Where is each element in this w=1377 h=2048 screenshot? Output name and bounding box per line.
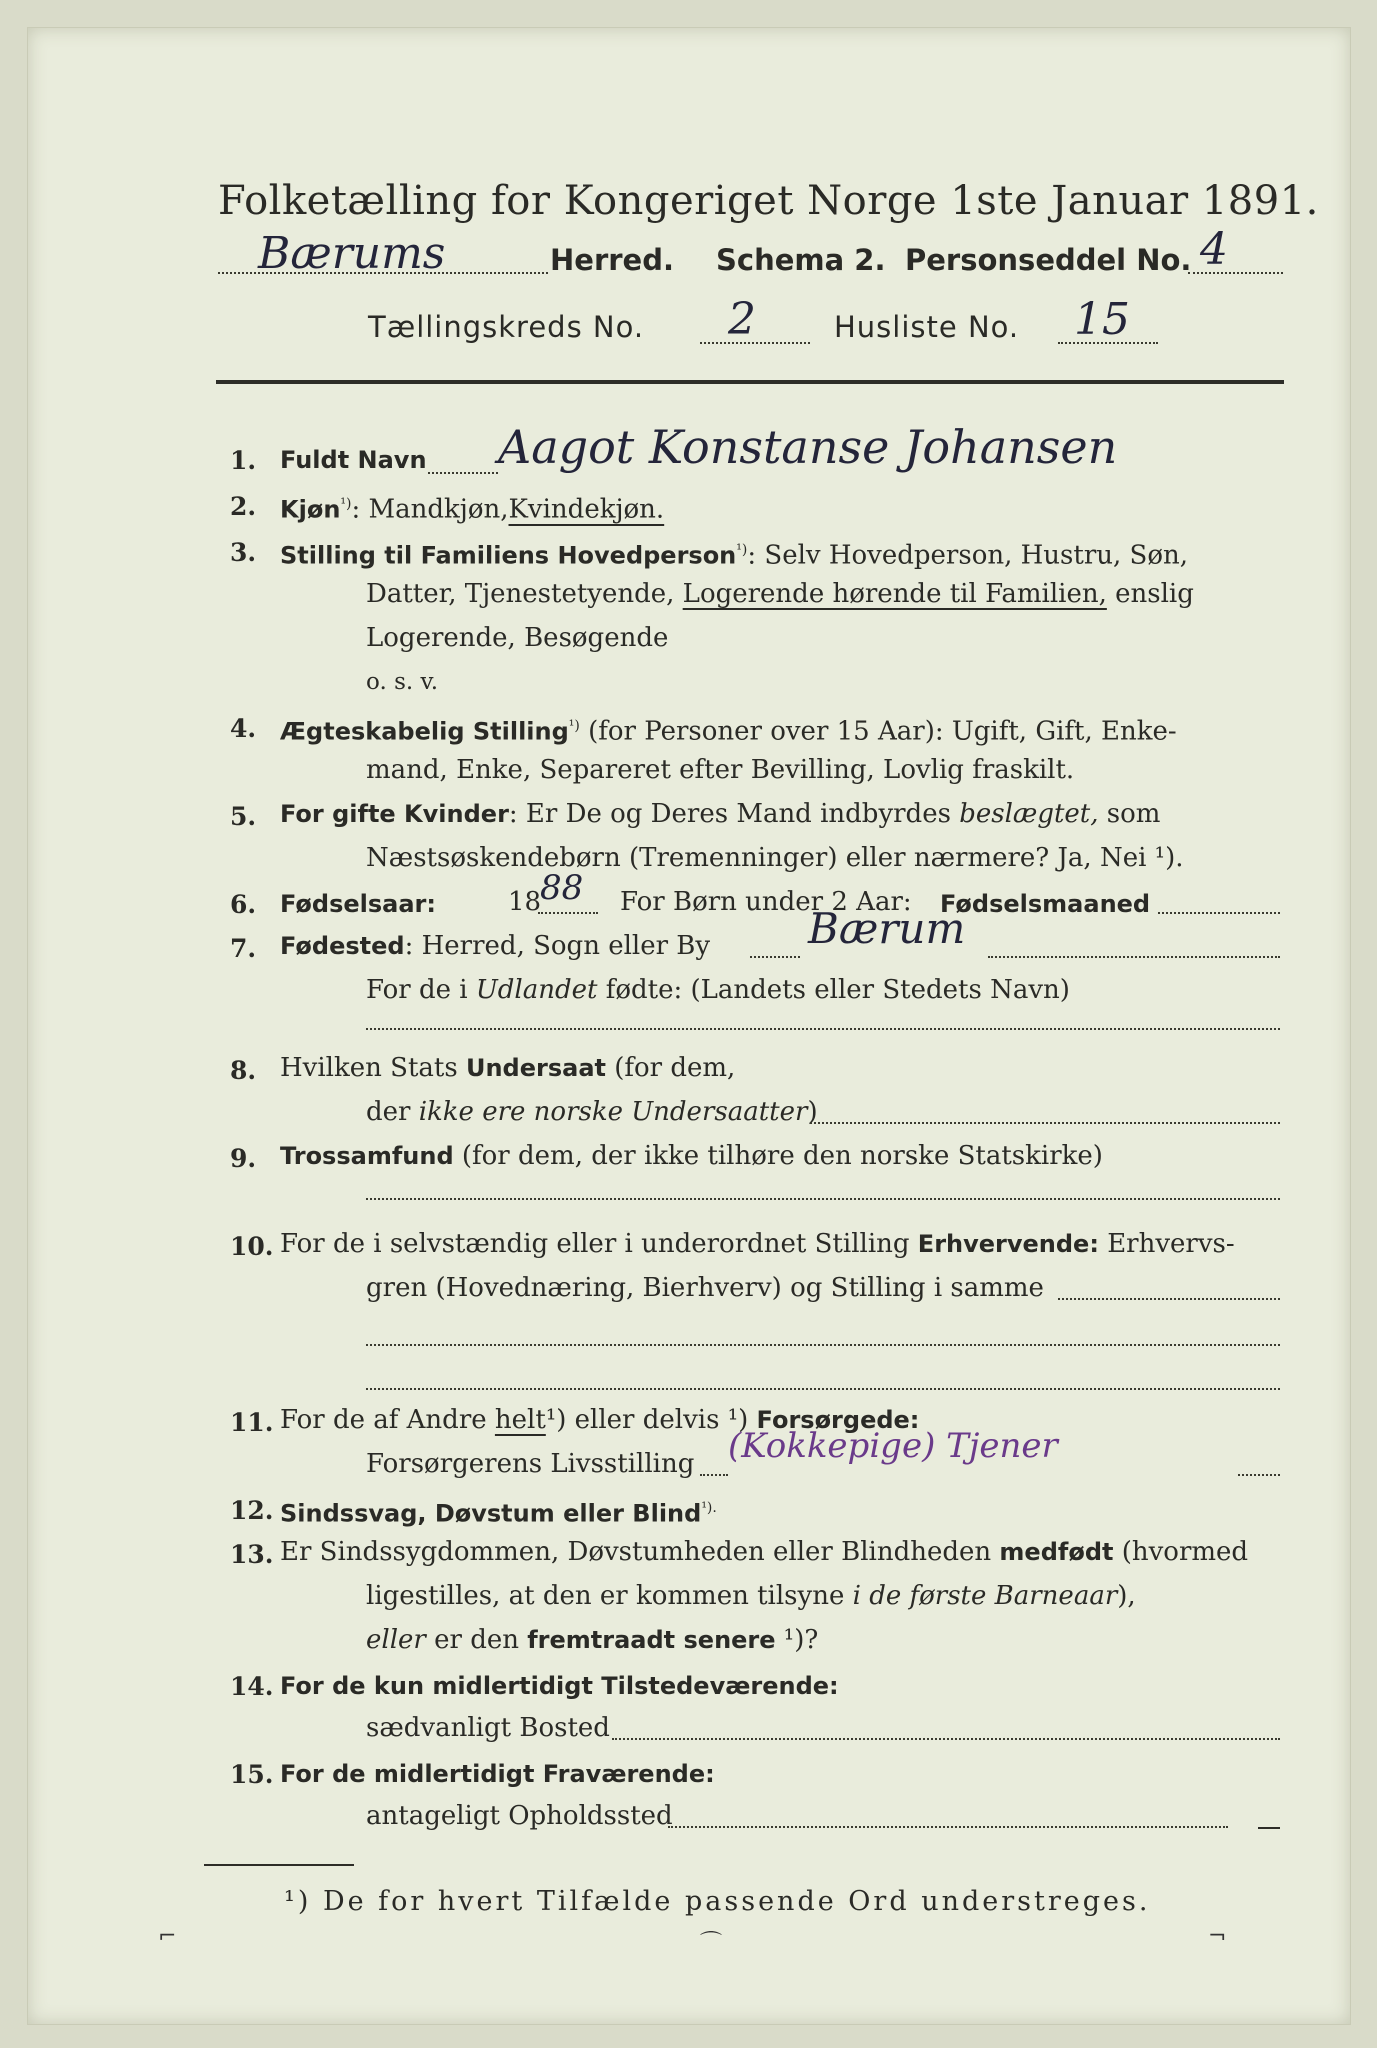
form-title: Folketælling for Kongeriget Norge 1ste Januar 1891. [218, 178, 1319, 224]
q8-ikke-ere: ikke ere norske Undersaatter [418, 1097, 808, 1127]
personseddel-label: Personseddel No. [905, 243, 1192, 277]
q8-line2 [366, 1090, 818, 1134]
q7-dots-a [750, 956, 800, 958]
herred-label: Herred. [550, 243, 674, 277]
q6-label2: Fødselsmaaned [940, 890, 1151, 918]
herred-value: Bærums [258, 228, 446, 279]
q1-value: Aagot Konstanse Johansen [498, 420, 1118, 474]
q13-line2 [366, 1574, 1136, 1618]
q8-text2a: der [366, 1097, 411, 1127]
q11-dots-a [700, 1474, 728, 1476]
q11-label: Forsørgede: [756, 1406, 920, 1434]
q6-dots [1158, 912, 1280, 914]
q2-kvindekjon: Kvindekjøn. [508, 494, 665, 525]
q3-line3: Logerende, Besøgende [366, 623, 669, 653]
q15-end-dash [1258, 1827, 1280, 1829]
kreds-label: Tællingskreds No. [368, 310, 645, 344]
q12-number: 12. [230, 1496, 274, 1525]
q13-text3c: ¹)? [775, 1625, 819, 1655]
footnote: ¹) De for hvert Tilfælde passende Ord understreges. [284, 1886, 1151, 1917]
q7-value: Bærum [808, 904, 966, 953]
q13-number: 13. [230, 1540, 274, 1569]
husliste-label: Husliste No. [834, 310, 1020, 344]
q12-line1 [280, 1486, 717, 1536]
q7-text2a: For de i [366, 975, 468, 1005]
q6-year-dots [538, 912, 598, 914]
herred-dots [218, 272, 548, 274]
q13-barneaar: i de første Barneaar [852, 1581, 1118, 1611]
q4-label: Ægteskabelig Stilling [280, 717, 569, 746]
q13-label: medfødt [999, 1538, 1114, 1566]
q9-number: 9. [230, 1144, 257, 1173]
q13-text2c: ), [1117, 1581, 1136, 1611]
q11-dots-b [1238, 1474, 1280, 1476]
q8-label1: Hvilken Stats [280, 1053, 458, 1083]
kreds-dots [700, 342, 810, 344]
q10-dots-b [366, 1344, 1280, 1346]
q5-beslaegtet: beslægtet, [959, 799, 1099, 829]
q12-sup: ¹). [701, 1500, 717, 1516]
q14-dots [612, 1738, 1280, 1740]
q13-text1b: (hvormed [1113, 1537, 1249, 1567]
q10-text1b: Erhvervs- [1107, 1229, 1235, 1259]
q13-line1 [280, 1530, 1248, 1574]
q12-label: Sindssvag, Døvstum eller Blind [280, 1499, 702, 1528]
q1-dots [428, 472, 498, 474]
q2-text [280, 482, 664, 532]
q14-number: 14. [230, 1672, 274, 1701]
q5-label: For gifte Kvinder [280, 800, 509, 828]
q9-label: Trossamfund [280, 1142, 454, 1170]
q7-label: Fødested [280, 932, 405, 960]
q5-line2: Næstsøskendebørn (Tremenninger) eller nærmere? Ja, Nei ¹). [366, 843, 1184, 873]
header-rule [216, 380, 1284, 384]
q15-text: antageligt Opholdssted [366, 1801, 673, 1831]
q15-number: 15. [230, 1760, 274, 1789]
q7-text1: : Herred, Sogn eller By [404, 931, 711, 961]
q8-line1 [280, 1046, 735, 1090]
q3-text1: : Selv Hovedperson, Hustru, Søn, [747, 540, 1189, 571]
q10-text1a: For de i selvstændig eller i underordnet Stilling [280, 1229, 910, 1259]
q10-dots-c [366, 1388, 1280, 1390]
q1-number: 1. [230, 446, 257, 475]
q9-line1 [280, 1134, 1103, 1178]
q7-number: 7. [230, 934, 257, 963]
q2-sup: ¹) [340, 496, 352, 512]
q5-text1c: som [1106, 799, 1161, 829]
q8-label2: Undersaat [465, 1054, 606, 1082]
q7-text2c: fødte: (Landets eller Stedets Navn) [605, 975, 1070, 1005]
q2-number: 2. [230, 492, 257, 521]
q6-year-value: 88 [540, 868, 584, 908]
q10-dots-a [1058, 1298, 1280, 1300]
stray-mark-left: ⌐ [158, 1924, 177, 1949]
q9-dots [366, 1198, 1280, 1200]
q3-label: Stilling til Familiens Hovedperson [280, 541, 737, 570]
personseddel-dots [1188, 272, 1283, 274]
q11-text1a: For de af Andre [280, 1405, 487, 1435]
q6-text: For Børn under 2 Aar: [620, 887, 912, 917]
q13-text1a: Er Sindssygdommen, Døvstumheden eller Blindheden [280, 1537, 992, 1567]
q4-line2: mand, Enke, Separeret efter Bevilling, Lovlig fraskilt. [366, 755, 1075, 785]
q13-text2a: ligestilles, at den er kommen tilsyne [366, 1581, 845, 1611]
q3-line2 [366, 572, 1194, 616]
q1-label: Fuldt Navn [280, 446, 427, 474]
q10-line1 [280, 1222, 1235, 1266]
q11-number: 11. [230, 1408, 274, 1437]
q7-line2 [366, 968, 1070, 1012]
q13-text3b: er den [425, 1625, 519, 1655]
q14-label: For de kun midlertidigt Tilstedeværende: [280, 1672, 839, 1700]
q6-label: Fødselsaar: [280, 890, 436, 918]
q3-text2c: enslig [1115, 579, 1194, 609]
q3-text2a: Datter, Tjenestetyende, [366, 579, 675, 609]
stray-mark-right: ¬ [1208, 1924, 1227, 1949]
q3-line1 [280, 528, 1188, 578]
q11-value: (Kokkepige) Tjener [728, 1426, 1058, 1466]
q15-label: For de midlertidigt Fraværende: [280, 1760, 715, 1788]
personseddel-value: 4 [1200, 224, 1228, 275]
q11-text1c: ¹) eller delvis ¹) [545, 1405, 749, 1435]
husliste-value: 15 [1074, 294, 1130, 345]
q13-line3 [366, 1618, 818, 1662]
q8-text1: (for dem, [605, 1053, 736, 1083]
husliste-dots [1058, 342, 1158, 344]
q8-dots [810, 1122, 1280, 1124]
q15-dots [668, 1826, 1228, 1828]
q11-line2: Forsørgerens Livsstilling [366, 1449, 695, 1479]
q4-number: 4. [230, 714, 257, 743]
q8-number: 8. [230, 1056, 257, 1085]
q10-line2: gren (Hovednæring, Bierhverv) og Stilling i samme [366, 1273, 1044, 1303]
q5-line1 [280, 792, 1160, 836]
q4-text1: (for Personer over 15 Aar): Ugift, Gift, Enke- [579, 716, 1177, 747]
q13-label2: fremtraadt senere [527, 1626, 776, 1654]
q7-dots-c [366, 1028, 1280, 1030]
q11-helt: helt [494, 1405, 546, 1435]
q7-dots-b [988, 956, 1280, 958]
q4-sup: ¹) [568, 718, 580, 734]
q3-number: 3. [230, 538, 257, 567]
q9-text: (for dem, der ikke tilhøre den norske Statskirke) [453, 1141, 1103, 1171]
schema-label: Schema 2. [716, 243, 886, 277]
q5-number: 5. [230, 802, 257, 831]
q13-eller: eller [366, 1625, 426, 1655]
q3-sup: ¹) [736, 542, 748, 558]
q5-text1a: : Er De og Deres Mand indbyrdes [508, 799, 951, 829]
q7-udlandet: Udlandet [475, 975, 598, 1005]
q2-label: Kjøn [280, 495, 341, 524]
kreds-value: 2 [728, 294, 756, 345]
q2-text-a: : Mandkjøn, [351, 494, 509, 525]
q8-text2c: ) [807, 1097, 818, 1127]
footnote-rule [204, 1864, 354, 1866]
q7-line1 [280, 924, 710, 968]
q14-text: sædvanligt Bosted [366, 1713, 610, 1743]
q10-label: Erhvervende: [917, 1230, 1099, 1258]
q4-line1 [280, 704, 1177, 754]
q6-year-prefix: 18 [508, 887, 542, 917]
stray-mark-center: ⌒ [700, 1931, 723, 1956]
q10-number: 10. [230, 1232, 274, 1261]
q6-number: 6. [230, 890, 257, 919]
q3-line4: o. s. v. [366, 669, 439, 695]
q3-logerende: Logerende hørende til Familien, [682, 579, 1107, 609]
census-form-page [28, 28, 1350, 2024]
